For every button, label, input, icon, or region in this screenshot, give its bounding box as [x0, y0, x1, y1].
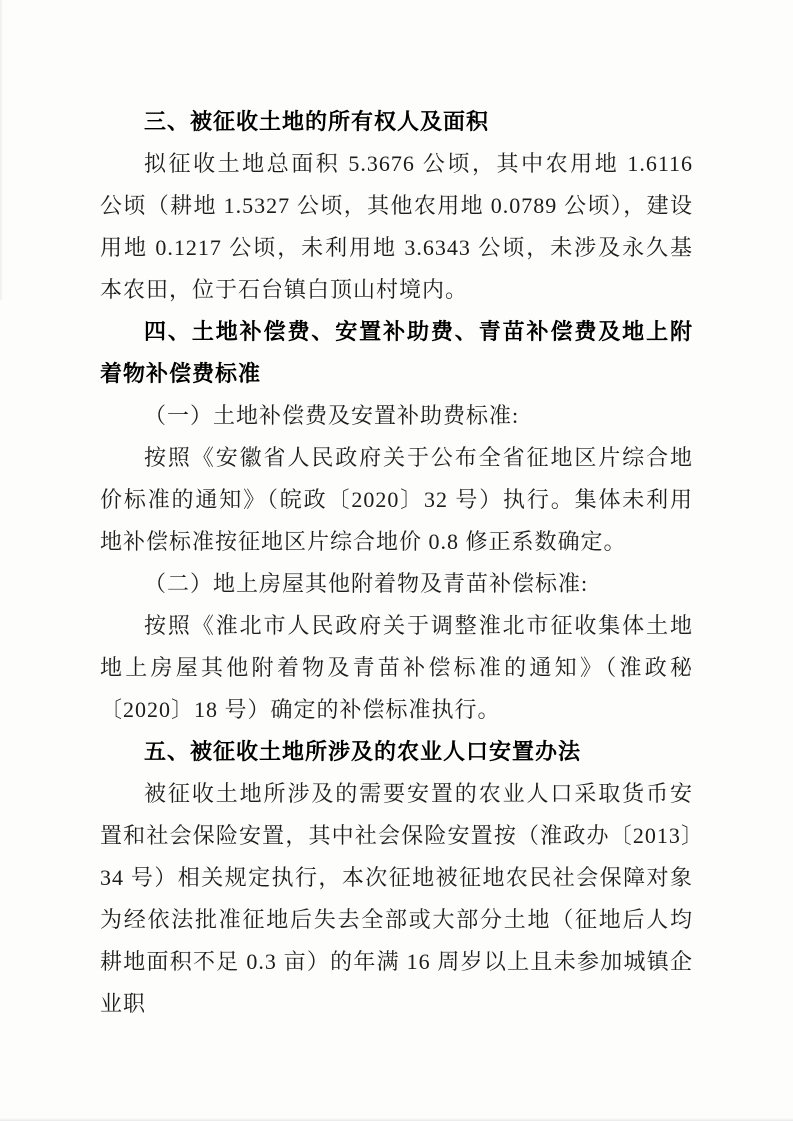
paragraph: （二）地上房屋其他附着物及青苗补偿标准:: [144, 571, 589, 596]
scan-edge-left: [0, 0, 3, 300]
paragraph: （一）土地补偿费及安置补助费标准:: [144, 403, 520, 428]
paragraph: 按照《淮北市人民政府关于调整淮北市征收集体土地地上房屋其他附着物及青苗补偿标准的通知》（淮政秘〔2020〕18 号）确定的补偿标准执行。: [100, 613, 693, 722]
section-5-heading: 五、被征收土地所涉及的农业人口安置办法: [144, 739, 582, 764]
section-3-heading: 三、被征收土地的所有权人及面积: [144, 109, 490, 134]
paragraph: 拟征收土地总面积 5.3676 公顷，其中农用地 1.6116 公顷（耕地 1.5327 公顷，其他农用地 0.0789 公顷），建设用地 0.1217 公顷，未利用地 3.6343 公顷，未涉及永久基本农田，位于石台镇白顶山村境内。: [100, 151, 693, 302]
paragraph: 按照《安徽省人民政府关于公布全省征地区片综合地价标准的通知》（皖政〔2020〕32 号）执行。集体未利用地补偿标准按征地区片综合地价 0.8 修正系数确定。: [100, 445, 693, 554]
section-4: [100, 311, 693, 731]
document-text-block: [100, 101, 693, 1025]
section-3: [100, 101, 693, 311]
section-5: [100, 731, 693, 1025]
paragraph: 被征收土地所涉及的需要安置的农业人口采取货币安置和社会保险安置，其中社会保险安置按（淮政办〔2013〕34 号）相关规定执行，本次征地被征地农民社会保障对象为经依法批准征地后失去全部或大部分土地（征地后人均耕地面积不足 0.3 亩）的年满 16 周岁以上且未参加城镇企业职: [100, 781, 693, 1016]
section-4-heading: 四、土地补偿费、安置补助费、青苗补偿费及地上附着物补偿费标准: [100, 319, 693, 386]
